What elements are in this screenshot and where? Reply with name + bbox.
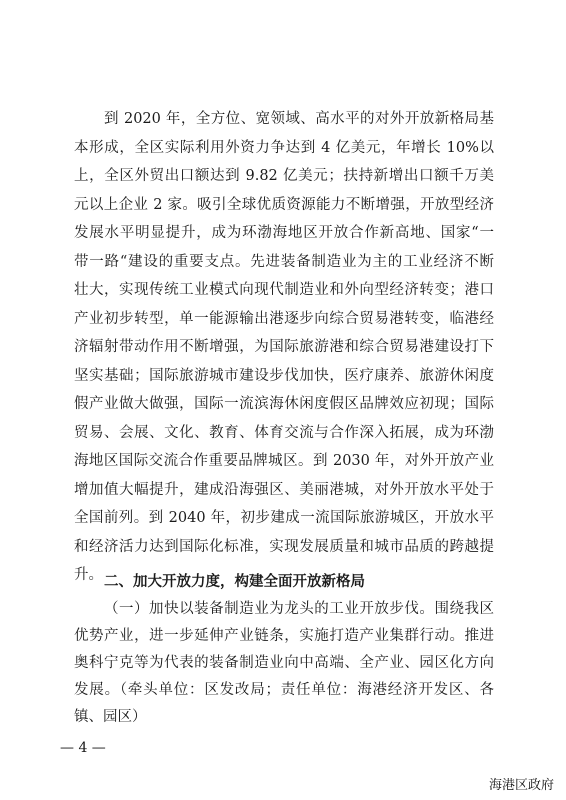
text-line: （一）加快以装备制造业为龙头的工业开放步伐。围绕我区: [104, 601, 494, 617]
source-watermark: 海港区政府: [488, 778, 554, 793]
text-line: 奥科宁克等为代表的装备制造业向中高端、全产业、园区化方向: [74, 655, 494, 671]
text-line: 贸易、会展、文化、教育、体育交流与合作深入拓展，成为环渤: [74, 424, 494, 441]
text-line: 壮大，实现传统工业模式向现代制造业和外向型经济转变；港口: [74, 282, 494, 298]
text-line: 元以上企业 2 家。吸引全球优质资源能力不断增强，开放型经济: [74, 196, 494, 213]
text-line: 到 2020 年，全方位、宽领域、高水平的对外开放新格局基: [104, 111, 494, 127]
section-heading: 二、加大开放力度，构建全面开放新格局: [104, 574, 365, 590]
text-line: 海地区国际交流合作重要品牌城区。到 2030 年，对外开放产业: [74, 453, 494, 469]
text-line: 发展。（牵头单位：区发改局；责任单位：海港经济开发区、各: [74, 682, 494, 698]
text-line: 镇、园区）: [74, 709, 147, 725]
text-line: 产业初步转型，单一能源输出港逐步向综合贸易港转变，临港经: [74, 310, 494, 327]
text-line: 坚实基础；国际旅游城市建设步伐加快，医疗康养、旅游休闲度: [74, 367, 494, 384]
text-line: 升。: [74, 567, 103, 583]
text-line: 全国前列。到 2040 年，初步建成一流国际旅游城区，开放水平: [74, 510, 494, 526]
text-line: 上，全区外贸出口额达到 9.82 亿美元；扶持新增出口额千万美: [74, 168, 494, 184]
paragraph-2020-goals: [74, 105, 494, 590]
text-line: 优势产业，进一步延伸产业链条，实施打造产业集群行动。推进: [74, 628, 494, 644]
text-line: 济辐射带动作用不断增强，为国际旅游港和综合贸易港建设打下: [74, 339, 494, 355]
text-line: 带一路“建设的重要支点。先进装备制造业为主的工业经济不断: [74, 253, 494, 270]
text-line: 发展水平明显提升，成为环渤海地区开放合作新高地、国家“一: [74, 225, 494, 241]
text-line: 本形成，全区实际利用外资力争达到 4 亿美元，年增长 10%以: [74, 139, 494, 156]
page-number: — 4 —: [60, 740, 106, 756]
paragraph-industry-opening: [74, 596, 494, 731]
text-line: 增加值大幅提升，建成沿海强区、美丽港城，对外开放水平处于: [74, 481, 494, 498]
text-line: 假产业做大做强，国际一流滨海休闲度假区品牌效应初现；国际: [74, 396, 494, 412]
text-line: 和经济活力达到国际化标准，实现发展质量和城市品质的跨越提: [74, 538, 494, 555]
